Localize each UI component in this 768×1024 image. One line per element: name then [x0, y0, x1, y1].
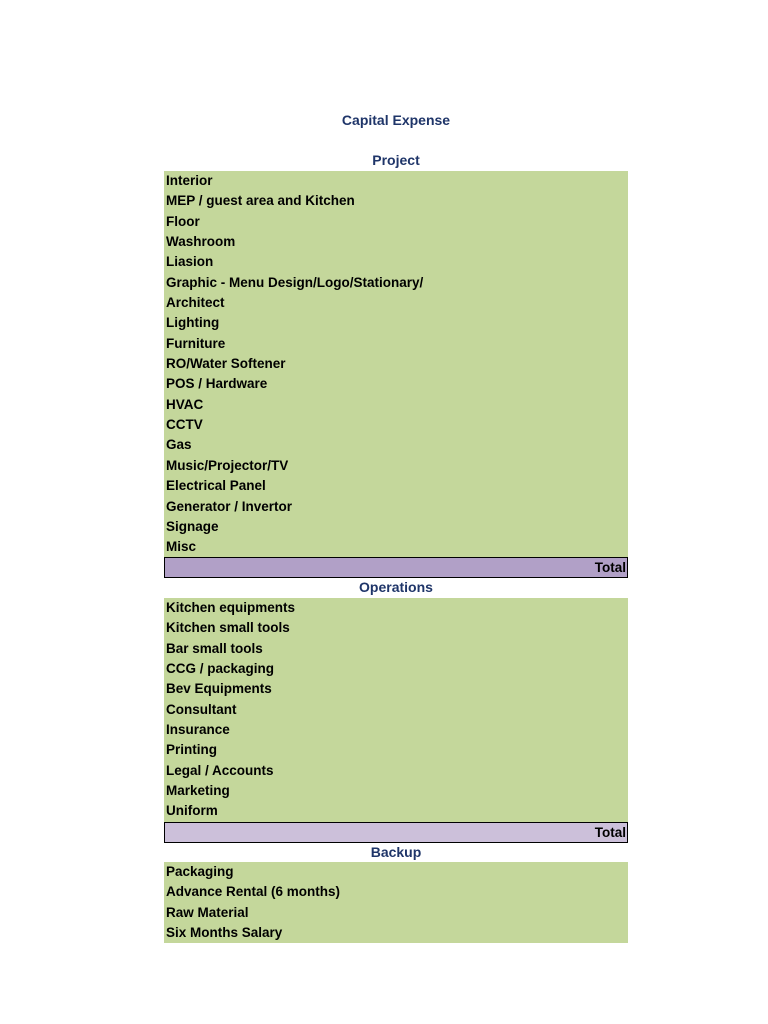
project-item-row[interactable]: Furniture [166, 335, 226, 351]
operations-item-row[interactable]: CCG / packaging [166, 661, 275, 677]
section-heading-operations: Operations [359, 579, 433, 595]
project-total-row[interactable] [164, 557, 628, 578]
project-item-row[interactable]: Generator / Invertor [166, 498, 293, 514]
project-item-row[interactable]: Misc [166, 539, 197, 555]
operations-item-row[interactable]: Legal / Accounts [166, 762, 274, 778]
section-heading-project: Project [372, 152, 420, 168]
document-title: Capital Expense [341, 112, 451, 128]
operations-item-row[interactable]: Printing [166, 742, 217, 758]
backup-item-row[interactable]: Six Months Salary [166, 925, 283, 941]
project-item-row[interactable]: Graphic - Menu Design/Logo/Stationary/ [166, 274, 424, 290]
operations-items-list [164, 598, 628, 822]
operations-item-row[interactable]: Kitchen equipments [166, 600, 296, 615]
operations-item-row[interactable]: Insurance [166, 722, 230, 738]
project-item-row[interactable]: Interior [166, 173, 213, 188]
operations-item-row[interactable]: Kitchen small tools [166, 620, 290, 636]
operations-item-row[interactable]: Consultant [166, 701, 237, 717]
project-item-row[interactable]: Washroom [166, 234, 236, 250]
project-item-row[interactable]: Music/Projector/TV [166, 457, 289, 473]
project-item-row[interactable]: Lighting [166, 315, 220, 331]
operations-total-row[interactable] [164, 822, 628, 843]
project-item-row[interactable]: RO/Water Softener [166, 356, 286, 372]
project-item-row[interactable]: CCTV [166, 417, 203, 433]
project-item-row[interactable]: MEP / guest area and Kitchen [166, 193, 355, 209]
backup-items-list [164, 862, 628, 943]
project-item-row[interactable]: HVAC [166, 396, 204, 412]
backup-item-row[interactable]: Raw Material [166, 904, 249, 920]
operations-item-row[interactable]: Uniform [166, 803, 218, 819]
project-item-row[interactable]: Liasion [166, 254, 214, 270]
section-heading-backup: Backup [370, 844, 422, 860]
operations-item-row[interactable]: Bar small tools [166, 640, 263, 656]
backup-item-row[interactable]: Advance Rental (6 months) [166, 884, 341, 900]
backup-item-row[interactable]: Packaging [166, 864, 234, 879]
project-item-row[interactable]: Floor [166, 213, 200, 229]
project-item-row[interactable]: Signage [166, 518, 219, 534]
operations-total-label: Total [594, 825, 626, 840]
project-total-label: Total [594, 560, 626, 575]
project-item-row[interactable]: POS / Hardware [166, 376, 268, 392]
project-item-row[interactable]: Architect [166, 295, 225, 311]
project-items-list [164, 171, 628, 558]
operations-item-row[interactable]: Marketing [166, 783, 230, 799]
project-item-row[interactable]: Electrical Panel [166, 478, 266, 494]
operations-item-row[interactable]: Bev Equipments [166, 681, 272, 697]
project-item-row[interactable]: Gas [166, 437, 192, 453]
